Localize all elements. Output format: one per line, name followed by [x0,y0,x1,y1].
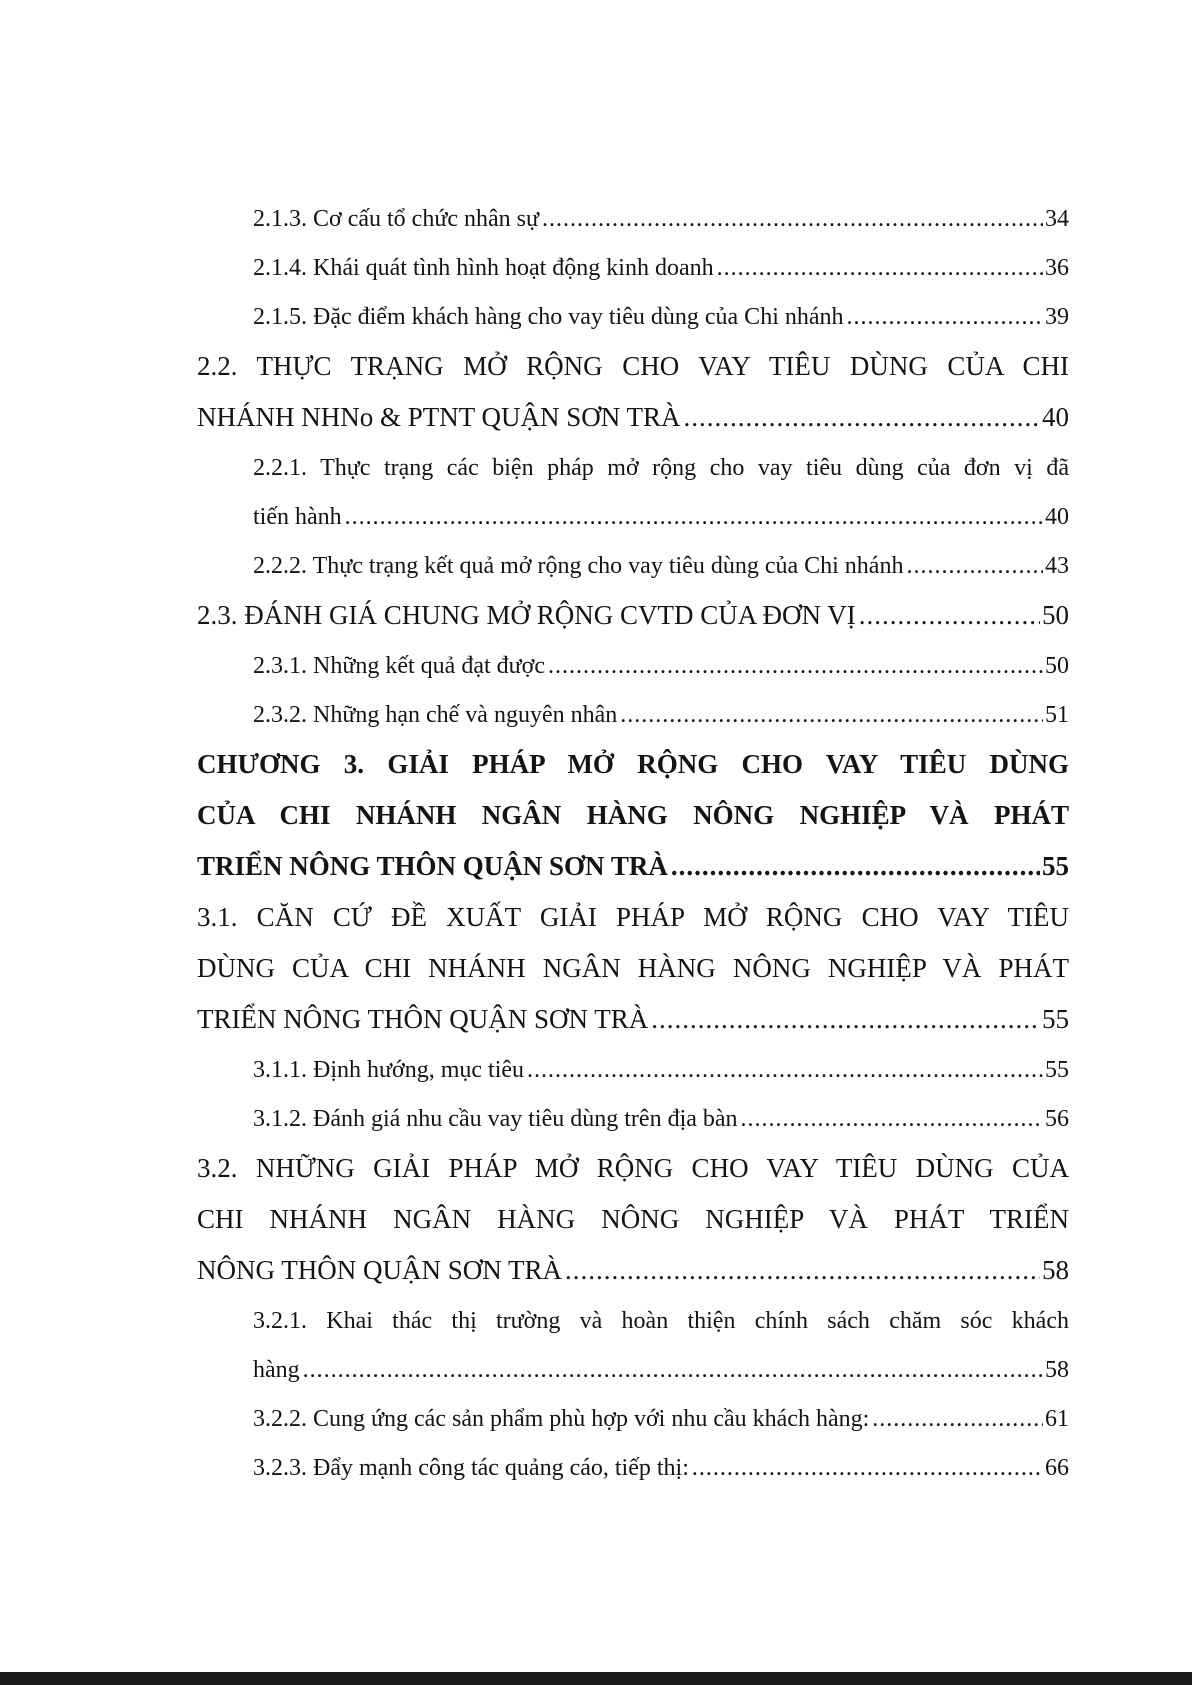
toc-entry-line[interactable] [197,339,1069,390]
dot-leader [906,554,1043,578]
toc-entry[interactable] [197,1243,1069,1294]
toc-entry[interactable] [197,639,1069,688]
toc-entry-page: 36 [1045,255,1069,281]
dot-leader [620,703,1043,727]
toc-entry-page: 56 [1045,1106,1069,1132]
toc-entry-title: 2.1.4. Khái quát tình hình hoạt động kinh doanh [253,255,714,281]
toc-entry-title-line: 2.2.1. Thực trạng các biện pháp mở rộng cho vay tiêu dùng của đơn vị đã [253,455,1069,481]
toc-entry[interactable] [197,588,1069,639]
toc-entry-page: 43 [1045,553,1069,579]
dot-leader [717,256,1043,280]
toc-entry-page: 61 [1045,1406,1069,1432]
toc-entry-title: 2.3. ĐÁNH GIÁ CHUNG MỞ RỘNG CVTD CỦA ĐƠN VỊ [197,600,856,630]
dot-leader [859,602,1040,629]
toc-entry-title: 3.2.2. Cung ứng các sản phẩm phù hợp với nhu cầu khách hàng: [253,1406,870,1432]
toc-entry-title-line: 3.2. NHỮNG GIẢI PHÁP MỞ RỘNG CHO VAY TIÊU DÙNG CỦA [197,1153,1069,1183]
toc-entry-page: 50 [1045,653,1069,679]
dot-leader [345,505,1043,529]
toc-entry-title: TRIỂN NÔNG THÔN QUẬN SƠN TRÀ [197,1004,649,1034]
dot-leader [548,654,1043,678]
toc-entry-title: NÔNG THÔN QUẬN SƠN TRÀ [197,1255,563,1285]
toc-entry-page: 58 [1045,1357,1069,1383]
table-of-contents [197,192,1069,1490]
toc-entry[interactable] [197,839,1069,890]
toc-entry-page: 55 [1042,851,1069,881]
toc-entry-line[interactable] [197,788,1069,839]
toc-entry-line[interactable] [197,890,1069,941]
toc-entry-title: 2.3.1. Những kết quả đạt được [253,653,545,679]
toc-entry[interactable] [197,290,1069,339]
toc-entry[interactable] [197,539,1069,588]
toc-entry-page: 50 [1042,600,1069,630]
toc-entry-line[interactable] [197,737,1069,788]
toc-entry-title: NHÁNH NHNo & PTNT QUẬN SƠN TRÀ [197,402,681,432]
toc-entry-title-line: CHI NHÁNH NGÂN HÀNG NÔNG NGHIỆP VÀ PHÁT TRIỂN [197,1204,1069,1234]
toc-entry[interactable] [197,490,1069,539]
toc-entry-line[interactable] [197,441,1069,490]
dot-leader [651,1006,1040,1033]
toc-entry-page: 66 [1045,1455,1069,1481]
dot-leader [872,1407,1043,1431]
toc-entry-page: 55 [1042,1004,1069,1034]
toc-entry-title-line: 2.2. THỰC TRẠNG MỞ RỘNG CHO VAY TIÊU DÙNG CỦA CHI [197,351,1069,381]
toc-entry-title: hàng [253,1357,300,1383]
toc-entry[interactable] [197,992,1069,1043]
dot-leader [527,1058,1043,1082]
dot-leader [692,1456,1043,1480]
toc-entry[interactable] [197,1092,1069,1141]
toc-entry-page: 58 [1042,1255,1069,1285]
dot-leader [741,1107,1043,1131]
toc-entry-title: 2.1.3. Cơ cấu tổ chức nhân sự [253,206,539,232]
toc-entry-page: 39 [1045,304,1069,330]
dot-leader [303,1358,1043,1382]
toc-entry-title: 3.1.1. Định hướng, mục tiêu [253,1057,525,1083]
toc-entry[interactable] [197,1441,1069,1490]
toc-entry-title-line: 3.2.1. Khai thác thị trường và hoàn thiện chính sách chăm sóc khách [253,1308,1069,1334]
dot-leader [671,853,1040,880]
toc-entry-line[interactable] [197,1141,1069,1192]
toc-entry-title: 3.2.3. Đẩy mạnh công tác quảng cáo, tiếp thị: [253,1455,689,1481]
toc-entry[interactable] [197,688,1069,737]
toc-entry-line[interactable] [197,1192,1069,1243]
toc-entry[interactable] [197,1343,1069,1392]
toc-entry[interactable] [197,390,1069,441]
toc-entry-title-line: DÙNG CỦA CHI NHÁNH NGÂN HÀNG NÔNG NGHIỆP VÀ PHÁT [197,953,1069,983]
dot-leader [847,305,1043,329]
toc-entry-line[interactable] [197,1294,1069,1343]
toc-entry[interactable] [197,1392,1069,1441]
toc-entry-page: 40 [1042,402,1069,432]
toc-entry-page: 51 [1045,702,1069,728]
toc-entry[interactable] [197,192,1069,241]
page-bottom-edge [0,1672,1192,1685]
toc-entry-title-line: CỦA CHI NHÁNH NGÂN HÀNG NÔNG NGHIỆP VÀ PHÁT [197,800,1069,830]
toc-entry[interactable] [197,241,1069,290]
toc-entry-title-line: CHƯƠNG 3. GIẢI PHÁP MỞ RỘNG CHO VAY TIÊU DÙNG [197,749,1069,779]
toc-entry[interactable] [197,1043,1069,1092]
toc-entry-title: 3.1.2. Đánh giá nhu cầu vay tiêu dùng trên địa bàn [253,1106,738,1132]
toc-entry-line[interactable] [197,941,1069,992]
toc-entry-title: TRIỂN NÔNG THÔN QUẬN SƠN TRÀ [197,851,668,881]
toc-entry-title: 2.3.2. Những hạn chế và nguyên nhân [253,702,618,728]
toc-entry-title: tiến hành [253,504,342,530]
toc-entry-page: 55 [1045,1057,1069,1083]
toc-entry-page: 40 [1045,504,1069,530]
toc-entry-title: 2.1.5. Đặc điểm khách hàng cho vay tiêu dùng của Chi nhánh [253,304,844,330]
toc-entry-title-line: 3.1. CĂN CỨ ĐỀ XUẤT GIẢI PHÁP MỞ RỘNG CHO VAY TIÊU [197,902,1069,932]
dot-leader [542,207,1043,231]
toc-entry-title: 2.2.2. Thực trạng kết quả mở rộng cho vay tiêu dùng của Chi nhánh [253,553,904,579]
dot-leader [565,1257,1040,1284]
toc-entry-page: 34 [1045,206,1069,232]
dot-leader [684,404,1040,431]
